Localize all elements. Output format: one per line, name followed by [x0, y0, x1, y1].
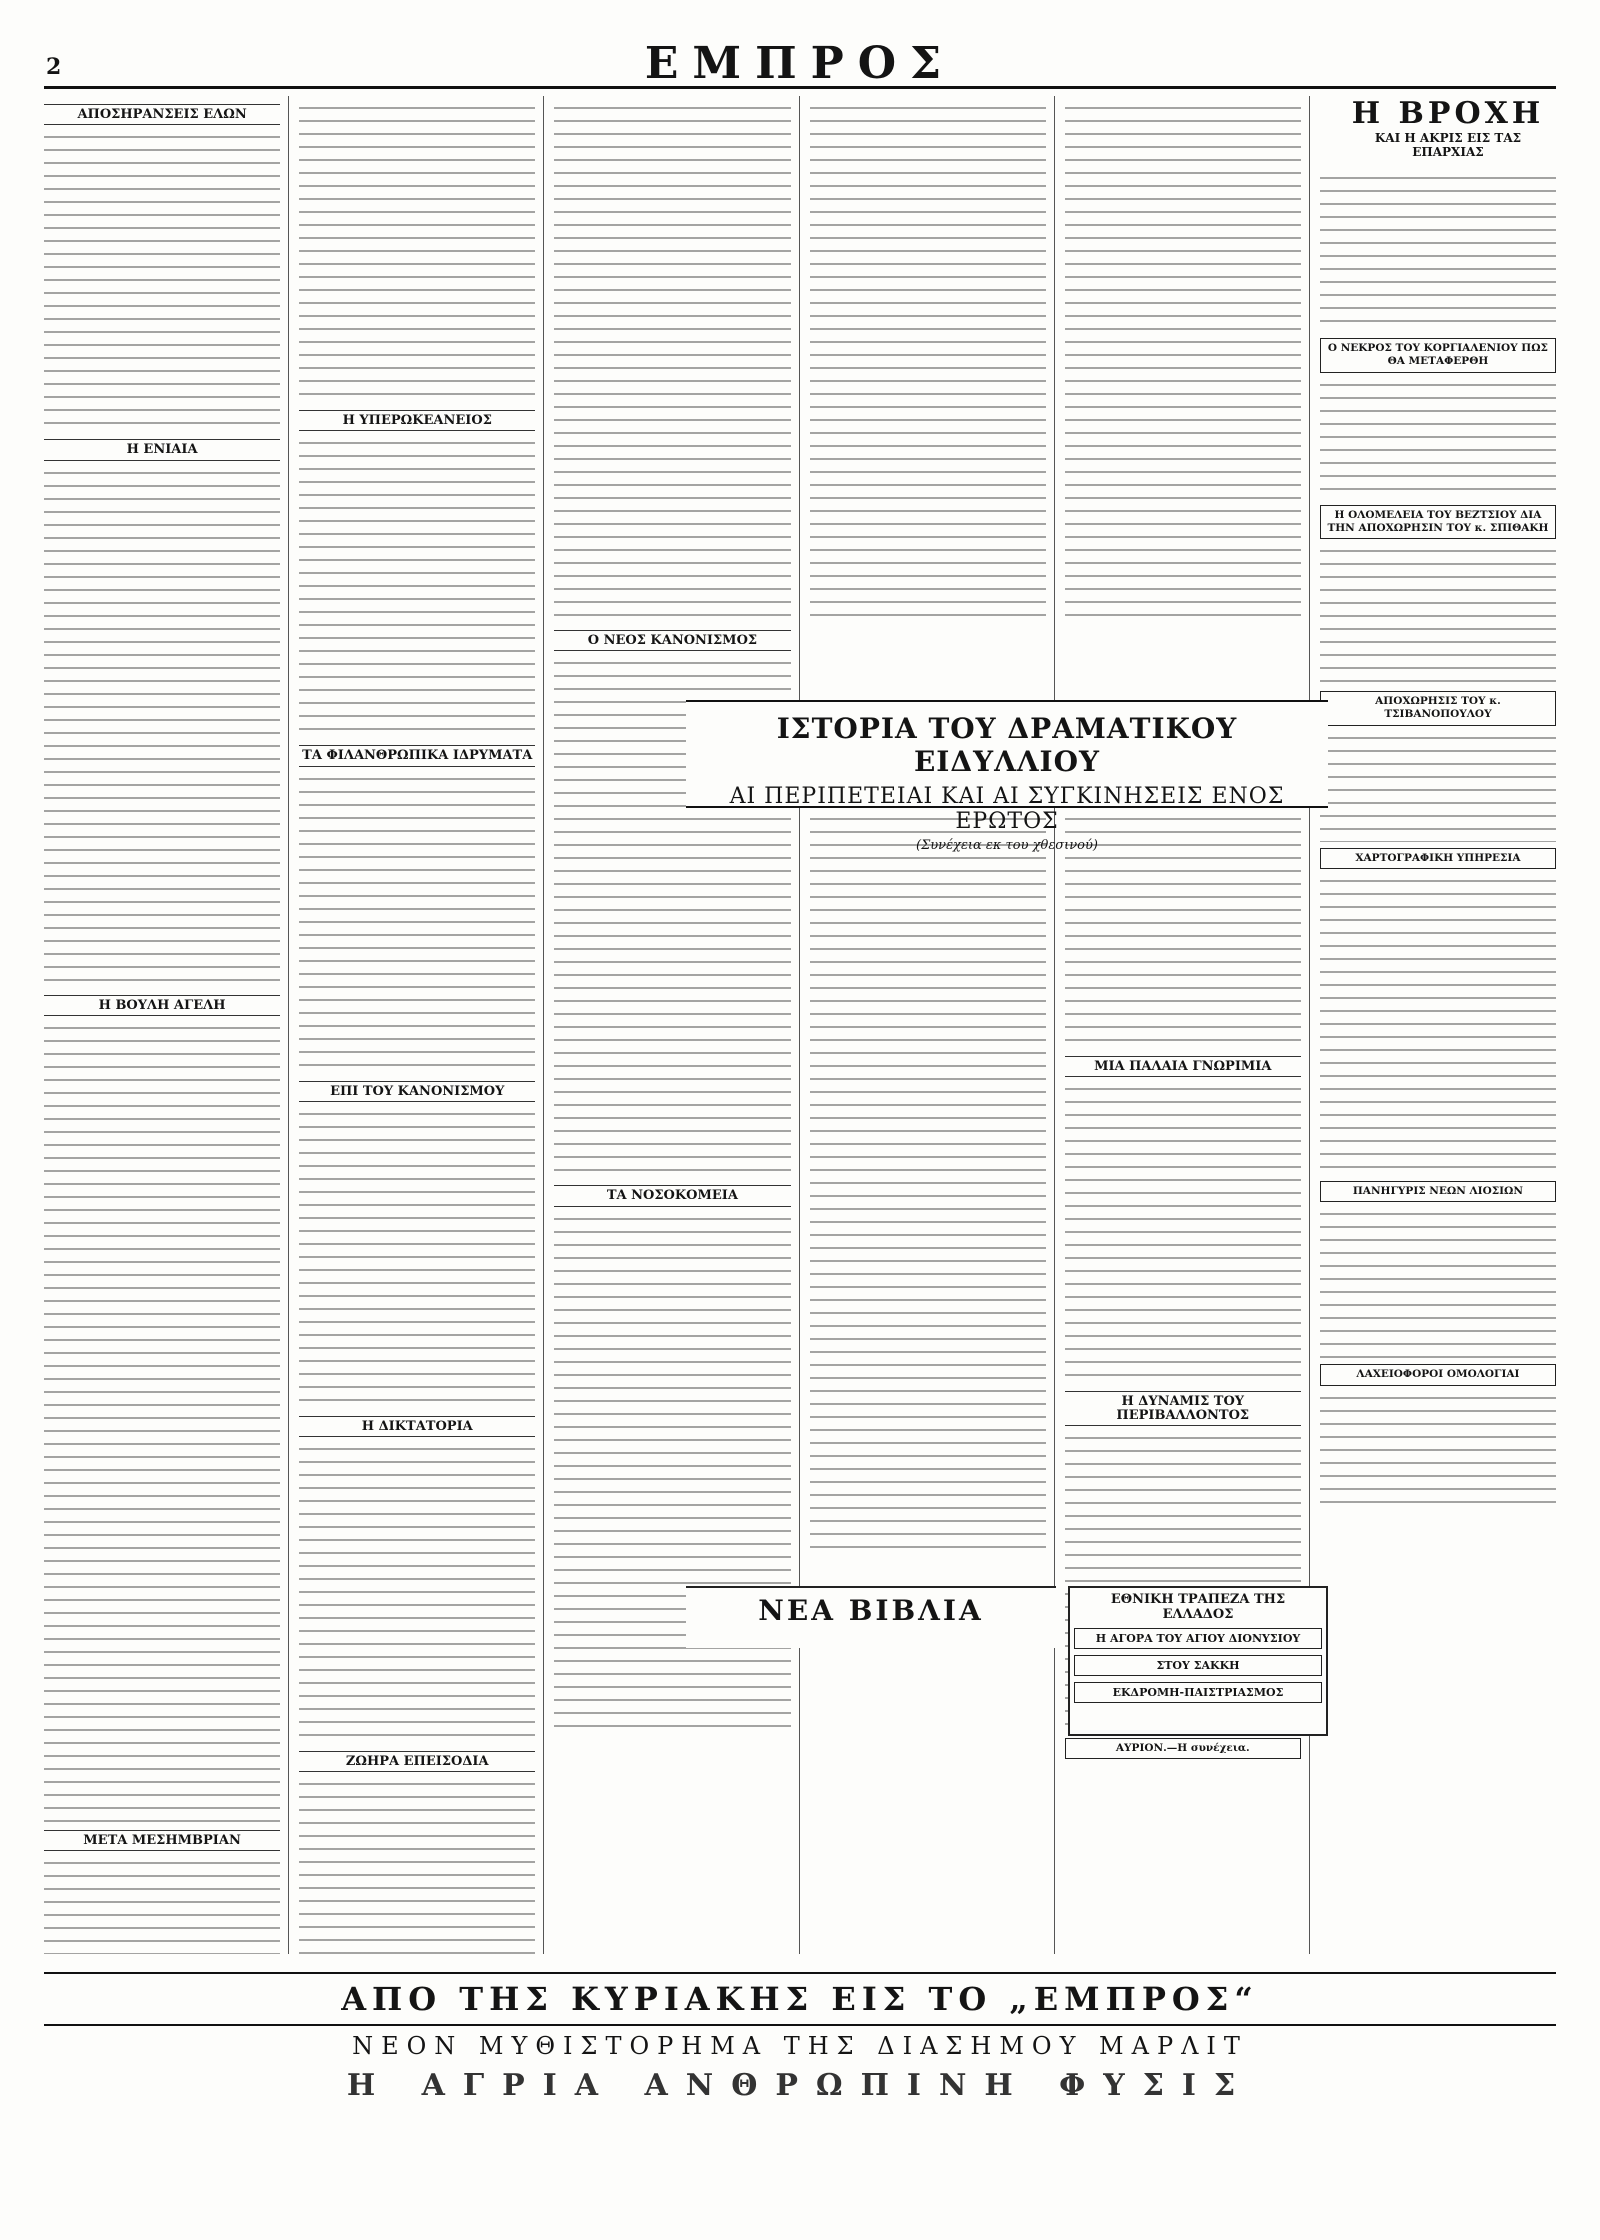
body-text: [299, 102, 535, 402]
body-text: [44, 467, 280, 987]
headline: Η ΟΛΟΜΕΛΕΙΑ ΤΟΥ ΒΕΖΤΣΙΟΥ ΔΙΑ ΤΗΝ ΑΠΟΧΩΡΗΣΙΝ ΤΟΥ κ. ΣΠΙΘΑΚΗ: [1320, 505, 1556, 540]
headline: ΤΑ ΦΙΛΑΝΘΡΩΠΙΚΑ ΙΔΡΥΜΑΤΑ: [299, 745, 535, 766]
bank-notice: [1068, 1586, 1328, 1736]
headline: Η ΔΙΚΤΑΤΟΡΙΑ: [299, 1416, 535, 1437]
headline: Η ΥΠΕΡΩΚΕΑΝΕΙΟΣ: [299, 410, 535, 431]
footer-line-2: ΝΕΟΝ ΜΥΘΙΣΤΟΡΗΜΑ ΤΗΣ ΔΙΑΣΗΜΟΥ ΜΑΡΛΙΤ: [352, 2032, 1248, 2060]
shop-title: ΣΤΟΥ ΣΑΚΚΗ: [1074, 1655, 1322, 1676]
story-end: ΑΥΡΙΟΝ.—Η συνέχεια.: [1065, 1738, 1301, 1759]
body-text: [44, 131, 280, 431]
new-books-title: ΝΕΑ ΒΙΒΛΙΑ: [758, 1594, 984, 1627]
body-text: [299, 437, 535, 737]
column-6: [1320, 96, 1556, 1954]
headline: ΕΠΙ ΤΟΥ ΚΑΝΟΝΙΣΜΟΥ: [299, 1081, 535, 1102]
footer-line-1: ΑΠΟ ΤΗΣ ΚΥΡΙΑΚΗΣ ΕΙΣ ΤΟ „ΕΜΠΡΟΣ“: [44, 1972, 1556, 2026]
market-title: Η ΑΓΟΡΑ ΤΟΥ ΑΓΙΟΥ ΔΙΟΝΥΣΙΟΥ: [1074, 1628, 1322, 1649]
new-books-banner: [686, 1586, 1056, 1648]
body-text: [810, 102, 1046, 622]
article-columns: [44, 96, 1556, 1954]
headline: Ο ΝΕΟΣ ΚΑΝΟΝΙΣΜΟΣ: [554, 630, 790, 651]
headline: Η ΔΥΝΑΜΙΣ ΤΟΥ ΠΕΡΙΒΑΛΛΟΝΤΟΣ: [1065, 1391, 1301, 1426]
body-text: [1320, 172, 1556, 332]
body-text: [44, 1857, 280, 1954]
headline: Η ΕΝΙΑΙΑ: [44, 439, 280, 460]
bank-title: ΕΘΝΙΚΗ ΤΡΑΠΕΖΑ ΤΗΣ ΕΛΛΑΔΟΣ: [1110, 1592, 1286, 1622]
newspaper-name: ΕΜΠΡΟΣ: [644, 38, 956, 89]
excursion-title: ΕΚΔΡΟΜΗ-ΠΑΙΣΤΡΙΑΣΜΟΣ: [1074, 1682, 1322, 1703]
story-subtitle: ΑΙ ΠΕΡΙΠΕΤΕΙΑΙ ΚΑΙ ΑΙ ΣΥΓΚΙΝΗΣΕΙΣ ΕΝΟΣ ΕΡΩΤΟΣ: [729, 784, 1285, 834]
body-text: [554, 1213, 790, 1733]
headline: ΧΑΡΤΟΓΡΑΦΙΚΗ ΥΠΗΡΕΣΙΑ: [1320, 848, 1556, 869]
headline: ΜΙΑ ΠΑΛΑΙΑ ΓΝΩΡΙΜΙΑ: [1065, 1056, 1301, 1077]
body-text: [1065, 102, 1301, 622]
body-text: [299, 1778, 535, 1954]
story-banner: [686, 700, 1328, 853]
body-text: [1320, 1392, 1556, 1512]
headline: ΛΑΧΕΙΟΦΟΡΟΙ ΟΜΟΛΟΓΙΑΙ: [1320, 1364, 1556, 1385]
footer-line-3: Η ΑΓΡΙΑ ΑΝΘΡΩΠΙΝΗ ΦΥΣΙΣ: [346, 2068, 1254, 2103]
headline: ΑΠΟΣΗΡΑΝΣΕΙΣ ΕΛΩΝ: [44, 104, 280, 125]
body-text: [810, 748, 1046, 1548]
body-text: [1320, 379, 1556, 499]
rain-box: [1340, 96, 1556, 159]
headline: Ο ΝΕΚΡΟΣ ΤΟΥ ΚΟΡΓΙΑΛΕΝΙΟΥ ΠΩΣ ΘΑ ΜΕΤΑΦΕΡΘΗ: [1320, 338, 1556, 373]
headline: ΑΠΟΧΩΡΗΣΙΣ ΤΟΥ κ. ΤΣΙΒΑΝΟΠΟΥΛΟΥ: [1320, 691, 1556, 726]
body-text: [44, 1022, 280, 1822]
body-text: [299, 1443, 535, 1743]
headline: Η ΒΟΥΛΗ ΑΓΕΛΗ: [44, 995, 280, 1016]
body-text: [1320, 732, 1556, 842]
body-text: [1065, 1083, 1301, 1383]
page-number: 2: [46, 54, 62, 80]
column-3: [554, 96, 799, 1954]
body-text: [1320, 1208, 1556, 1358]
headline: ΠΑΝΗΓΥΡΙΣ ΝΕΩΝ ΛΙΟΣΙΩΝ: [1320, 1181, 1556, 1202]
body-text: [1320, 875, 1556, 1175]
story-title: ΙΣΤΟΡΙΑ ΤΟΥ ΔΡΑΜΑΤΙΚΟΥ ΕΙΔΥΛΛΙΟΥ: [776, 712, 1238, 778]
masthead: [44, 14, 1556, 89]
headline: ΤΑ ΝΟΣΟΚΟΜΕΙΑ: [554, 1185, 790, 1206]
body-text: [299, 1108, 535, 1408]
headline: ΜΕΤΑ ΜΕΣΗΜΒΡΙΑΝ: [44, 1830, 280, 1851]
body-text: [299, 773, 535, 1073]
column-1: [44, 96, 289, 1954]
headline: ΖΩΗΡΑ ΕΠΕΙΣΟΔΙΑ: [299, 1751, 535, 1772]
rain-title: Η ΒΡΟΧΗ: [1351, 96, 1545, 131]
column-2: [299, 96, 544, 1954]
column-4: [810, 96, 1055, 1954]
footer-banner: [44, 1962, 1556, 2162]
rain-subtitle: ΚΑΙ Η ΑΚΡΙΣ ΕΙΣ ΤΑΣ ΕΠΑΡΧΙΑΣ: [1374, 131, 1522, 159]
story-note: (Συνέχεια εκ του χθεσινού): [916, 838, 1098, 853]
body-text: [554, 102, 790, 622]
body-text: [1320, 545, 1556, 685]
